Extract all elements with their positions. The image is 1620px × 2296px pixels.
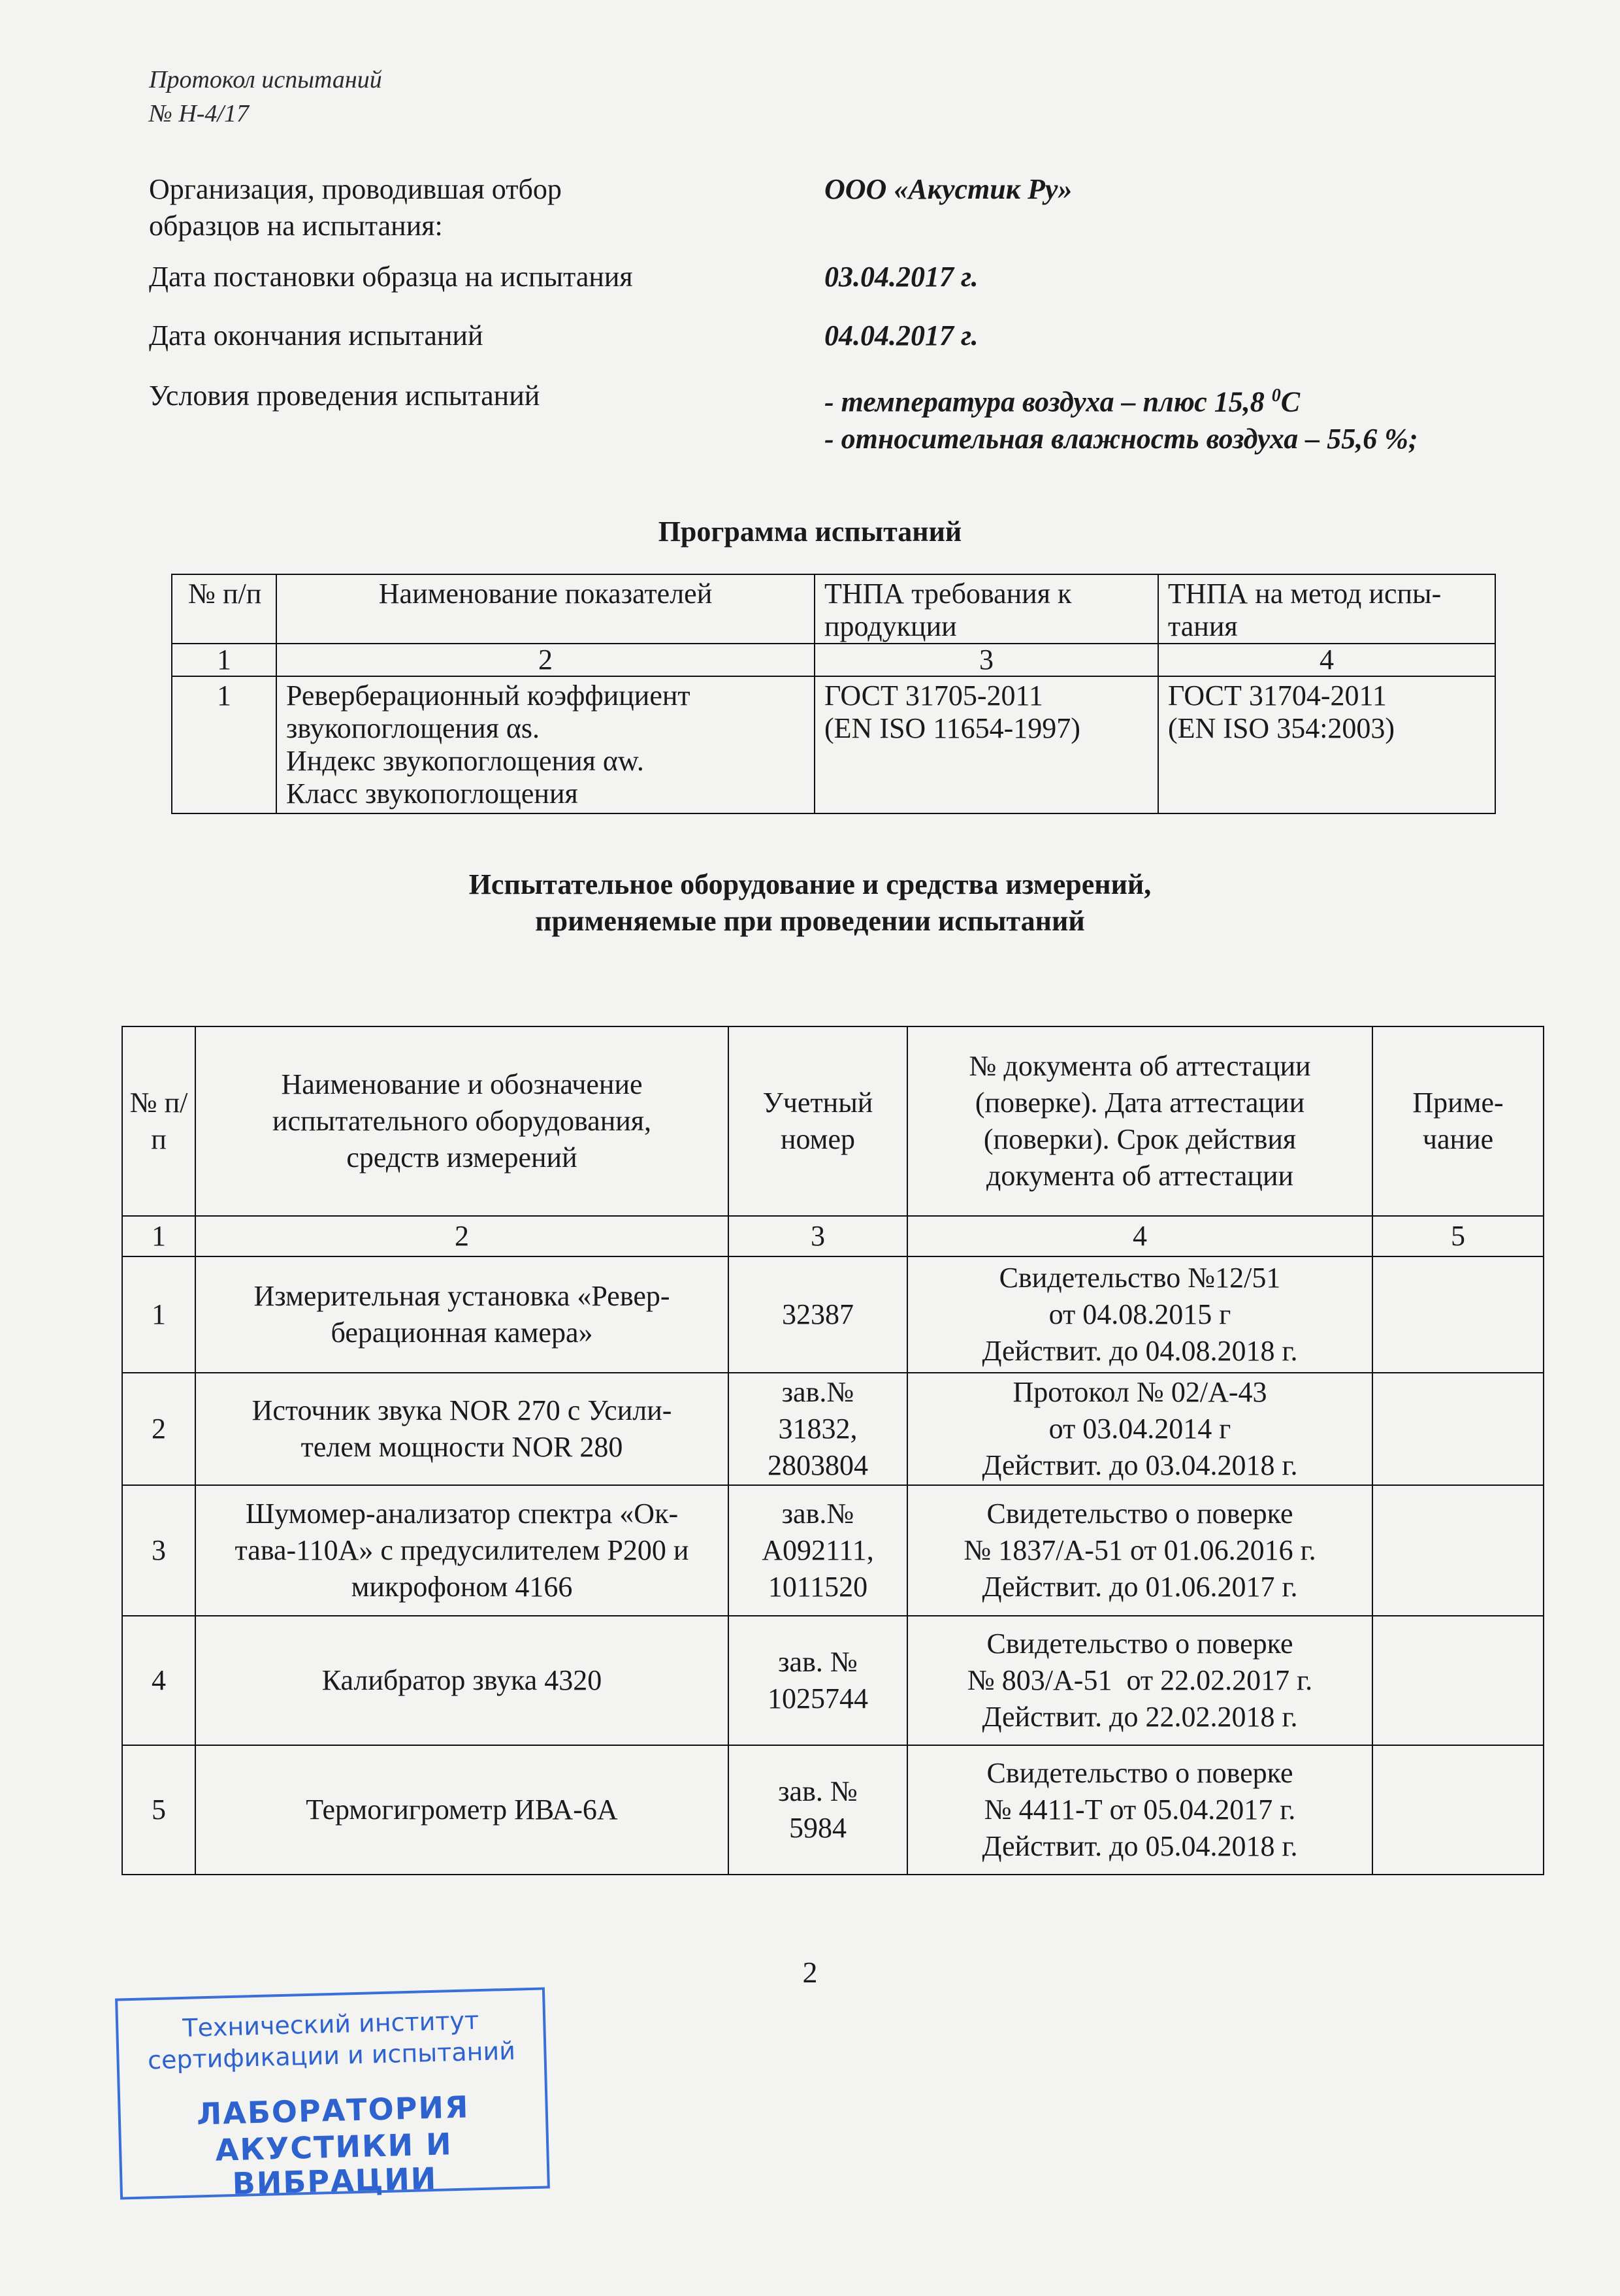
- program-colnum: 1: [172, 644, 276, 676]
- equipment-table: [122, 1026, 1544, 1875]
- equipment-row-note: [1372, 1485, 1544, 1616]
- temperature-unit: С: [1280, 385, 1301, 418]
- start-date-value: 03.04.2017 г.: [824, 261, 979, 293]
- equipment-row: [122, 1256, 1544, 1373]
- humidity-line: - относительная влажность воздуха – 55,6 %;: [824, 422, 1418, 455]
- program-data-row: [172, 676, 1495, 813]
- protocol-number: № Н-4/17: [149, 100, 249, 127]
- stamp-line: АКУСТИКИ И ВИБРАЦИИ: [215, 2126, 453, 2202]
- conditions-label: Условия проведения испытаний: [149, 380, 540, 412]
- equipment-colnum: 3: [728, 1216, 907, 1256]
- equipment-row-num: 1: [122, 1256, 195, 1373]
- program-title: Программа испытаний: [658, 516, 962, 548]
- indicator-line: Класс звукопоглощения: [286, 778, 578, 810]
- protocol-header: [149, 63, 382, 131]
- equipment-row-doc: [907, 1256, 1372, 1373]
- indicator-line: Реверберационный коэффициент: [286, 680, 690, 712]
- page-number: 2: [802, 1956, 818, 1989]
- organization-label-line1: Организация, проводившая отбор: [149, 173, 562, 205]
- program-table: [171, 574, 1496, 814]
- requirement-line: (EN ISO 11654-1997): [824, 712, 1080, 744]
- laboratory-stamp: [115, 1987, 550, 2202]
- doc-line: Действит. до 03.04.2018 г.: [982, 1449, 1298, 1481]
- doc-line: от 03.04.2014 г: [1048, 1413, 1231, 1445]
- doc-line: Действит. до 22.02.2018 г.: [982, 1701, 1298, 1733]
- equipment-colnum-row: [122, 1216, 1544, 1256]
- program-colnum-row: [172, 644, 1495, 676]
- equipment-colnum: 4: [907, 1216, 1372, 1256]
- indicator-line: звукопоглощения αs.: [286, 712, 540, 744]
- equipment-row-name: Термогигрометр ИВА-6А: [195, 1745, 728, 1875]
- equipment-row-name: Калибратор звука 4320: [195, 1616, 728, 1745]
- doc-line: Действит. до 04.08.2018 г.: [982, 1335, 1298, 1367]
- equipment-row: [122, 1745, 1544, 1875]
- degree-superscript: 0: [1271, 385, 1281, 406]
- program-colnum: 4: [1158, 644, 1495, 676]
- equipment-row-name: Источник звука NOR 270 с Усили-телем мощности NOR 280: [195, 1373, 728, 1485]
- program-row-name: [276, 676, 815, 813]
- equipment-header-account: Учетный номер: [728, 1026, 907, 1216]
- stamp-line: Технический институт: [182, 2006, 479, 2042]
- method-line: (EN ISO 354:2003): [1168, 712, 1395, 744]
- conditions-value: [824, 378, 1595, 457]
- equipment-colnum: 5: [1372, 1216, 1544, 1256]
- program-header-method: ТНПА на метод испы-тания: [1158, 574, 1495, 644]
- doc-line: Протокол № 02/А-43: [1012, 1376, 1267, 1408]
- equipment-row-account: зав. № 5984: [728, 1745, 907, 1875]
- equipment-row-note: [1372, 1616, 1544, 1745]
- equipment-header-name: Наименование и обозначение испытательного оборудования, средств измерений: [195, 1026, 728, 1216]
- equipment-row-num: 2: [122, 1373, 195, 1485]
- equipment-row-account: зав. № 1025744: [728, 1616, 907, 1745]
- program-header-name: Наименование показателей: [276, 574, 815, 644]
- end-date-value: 04.04.2017 г.: [824, 320, 979, 352]
- doc-line: Действит. до 05.04.2018 г.: [982, 1830, 1298, 1862]
- program-colnum: 3: [815, 644, 1158, 676]
- doc-line: Действит. до 01.06.2017 г.: [982, 1571, 1298, 1603]
- doc-line: от 04.08.2015 г: [1048, 1298, 1231, 1330]
- equipment-row-num: 5: [122, 1745, 195, 1875]
- program-header-row: [172, 574, 1495, 644]
- method-line: ГОСТ 31704-2011: [1168, 680, 1387, 712]
- equipment-colnum: 1: [122, 1216, 195, 1256]
- requirement-line: ГОСТ 31705-2011: [824, 680, 1043, 712]
- doc-line: Свидетельство №12/51: [999, 1262, 1281, 1294]
- start-date-label: Дата постановки образца на испытания: [149, 261, 633, 293]
- protocol-title: Протокол испытаний: [149, 66, 382, 93]
- stamp-line: сертификации и испытаний: [147, 2036, 516, 2075]
- equipment-row: [122, 1616, 1544, 1745]
- program-header-num: № п/п: [172, 574, 276, 644]
- program-header-req: ТНПА требования к продукции: [815, 574, 1158, 644]
- equipment-header-note: Приме-чание: [1372, 1026, 1544, 1216]
- indicator-line: Индекс звукопоглощения αw.: [286, 745, 644, 777]
- equipment-row-note: [1372, 1373, 1544, 1485]
- equipment-header-doc: № документа об аттестации (поверке). Дата аттестации (поверки). Срок действия документа об аттестации: [907, 1026, 1372, 1216]
- equipment-row-account: зав.№ 31832, 2803804: [728, 1373, 907, 1485]
- program-row-req: [815, 676, 1158, 813]
- doc-line: Свидетельство о поверке: [986, 1757, 1293, 1789]
- equipment-row-num: 4: [122, 1616, 195, 1745]
- doc-line: Свидетельство о поверке: [986, 1498, 1293, 1530]
- equipment-row-doc: [907, 1745, 1372, 1875]
- equipment-row-num: 3: [122, 1485, 195, 1616]
- organization-label: [149, 171, 711, 244]
- equipment-row-doc: [907, 1485, 1372, 1616]
- doc-line: № 803/А-51 от 22.02.2017 г.: [967, 1664, 1313, 1696]
- doc-line: № 1837/А-51 от 01.06.2016 г.: [964, 1534, 1316, 1566]
- equipment-colnum: 2: [195, 1216, 728, 1256]
- temperature-text: - температура воздуха – плюс 15,8: [824, 385, 1272, 418]
- program-row-method: [1158, 676, 1495, 813]
- organization-value: ООО «Акустик Ру»: [824, 173, 1073, 205]
- equipment-row: [122, 1485, 1544, 1616]
- doc-line: Свидетельство о поверке: [986, 1628, 1293, 1660]
- program-colnum: 2: [276, 644, 815, 676]
- equipment-row-note: [1372, 1256, 1544, 1373]
- stamp-line: ЛАБОРАТОРИЯ: [196, 2089, 470, 2132]
- program-row-num: 1: [172, 676, 276, 813]
- equipment-header-num: № п/п: [122, 1026, 195, 1216]
- equipment-row-note: [1372, 1745, 1544, 1875]
- equipment-row-name: Шумомер-анализатор спектра «Ок-тава-110А» с предусилителем Р200 и микрофоном 4166: [195, 1485, 728, 1616]
- equipment-header-row: [122, 1026, 1544, 1216]
- equipment-row: [122, 1373, 1544, 1485]
- end-date-label: Дата окончания испытаний: [149, 320, 483, 352]
- equipment-title-line1: Испытательное оборудование и средства измерений,: [468, 868, 1152, 900]
- equipment-title-line2: применяемые при проведении испытаний: [535, 905, 1085, 937]
- organization-label-line2: образцов на испытания:: [149, 210, 443, 242]
- equipment-row-account: зав.№ А092111, 1011520: [728, 1485, 907, 1616]
- equipment-row-doc: [907, 1373, 1372, 1485]
- temperature-line: [824, 378, 1595, 421]
- equipment-title: [0, 866, 1620, 940]
- equipment-row-account: 32387: [728, 1256, 907, 1373]
- equipment-row-name: Измерительная установка «Ревер-берационная камера»: [195, 1256, 728, 1373]
- equipment-row-doc: [907, 1616, 1372, 1745]
- doc-line: № 4411-Т от 05.04.2017 г.: [984, 1794, 1296, 1826]
